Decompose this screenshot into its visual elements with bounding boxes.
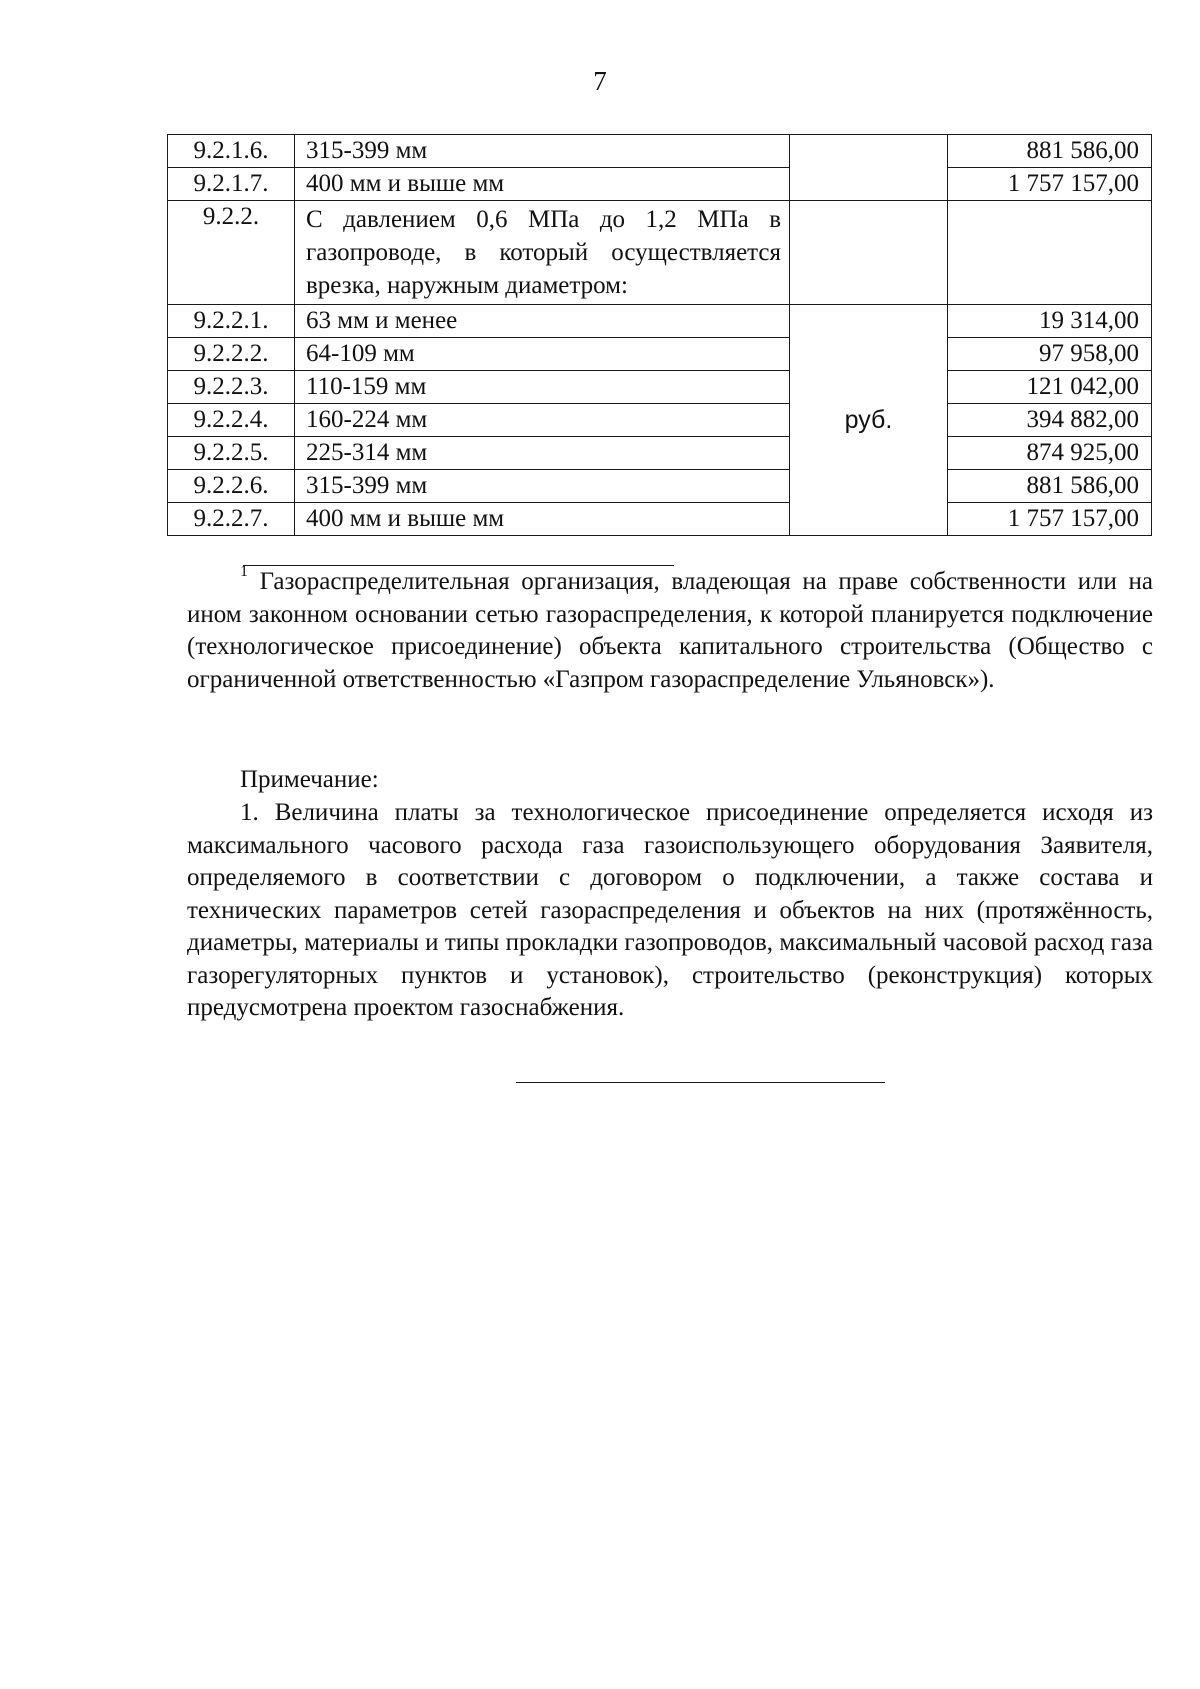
footnote xyxy=(187,562,1154,696)
table-row xyxy=(168,503,1152,536)
row-description: 110-159 мм xyxy=(295,371,790,404)
table-row xyxy=(168,135,1152,168)
row-number: 9.2.2.1. xyxy=(168,305,295,338)
row-price: 19 314,00 xyxy=(948,305,1152,338)
tariff-table xyxy=(167,134,1152,536)
row-price: 1 757 157,00 xyxy=(948,168,1152,201)
table-row xyxy=(168,305,1152,338)
row-number: 9.2.2.7. xyxy=(168,503,295,536)
row-description: 160-224 мм xyxy=(295,404,790,437)
row-number: 9.2.2.6. xyxy=(168,470,295,503)
table-row xyxy=(168,201,1152,305)
note-title: Примечание: xyxy=(240,766,379,793)
table-row xyxy=(168,470,1152,503)
page-number: 7 xyxy=(593,66,607,96)
unit-cell xyxy=(790,201,948,305)
row-number: 9.2.2.5. xyxy=(168,437,295,470)
row-description: 64-109 мм xyxy=(295,338,790,371)
row-price: 1 757 157,00 xyxy=(948,503,1152,536)
row-price: 881 586,00 xyxy=(948,135,1152,168)
row-price: 97 958,00 xyxy=(948,338,1152,371)
row-price: 881 586,00 xyxy=(948,470,1152,503)
row-description: 225-314 мм xyxy=(295,437,790,470)
row-number: 9.2.1.7. xyxy=(168,168,295,201)
row-description: 315-399 мм xyxy=(295,470,790,503)
row-price: 121 042,00 xyxy=(948,371,1152,404)
unit-label: руб. xyxy=(790,305,948,536)
row-description: 315-399 мм xyxy=(295,135,790,168)
table-row xyxy=(168,168,1152,201)
table-row xyxy=(168,437,1152,470)
table-row xyxy=(168,404,1152,437)
row-description: 63 мм и менее xyxy=(295,305,790,338)
end-of-document-line xyxy=(516,1082,885,1083)
row-price: 394 882,00 xyxy=(948,404,1152,437)
row-number: 9.2.1.6. xyxy=(168,135,295,168)
row-description: С давлением 0,6 МПа до 1,2 МПа в газопроводе, в который осуществляется врезка, наружным диаметром: xyxy=(295,201,790,305)
table-row xyxy=(168,338,1152,371)
row-number: 9.2.2.2. xyxy=(168,338,295,371)
row-description: 400 мм и выше мм xyxy=(295,168,790,201)
row-description: 400 мм и выше мм xyxy=(295,503,790,536)
footnote-text: Газораспределительная организация, владеющая на праве собственности или на ином законном основании сетью газораспределения, к которой планируется подключение (технологическое присоединение) объекта капитального строительства (Общество с ограниченной ответственностью «Газпром газораспределение Ульяновск»). xyxy=(187,568,1154,693)
row-number: 9.2.2.4. xyxy=(168,404,295,437)
footnote-marker: 1 xyxy=(240,562,248,580)
table-row xyxy=(168,371,1152,404)
row-number: 9.2.2.3. xyxy=(168,371,295,404)
note-item: 1. Величина платы за технологическое присоединение определяется исходя из максимального часового расхода газа газоиспользующего оборудования Заявителя, определяемого в соответствии с договором о подключении, а также состава и технических параметров сетей газораспределения и объектов на них (протяжённость, диаметры, материалы и типы прокладки газопроводов, максимальный часовой расход газа газорегуляторных пунктов и установок), строительство (реконструкция) которых предусмотрена проектом газоснабжения. xyxy=(187,799,1153,1021)
row-price: 874 925,00 xyxy=(948,437,1152,470)
row-price xyxy=(948,201,1152,305)
row-number: 9.2.2. xyxy=(168,201,295,305)
unit-cell xyxy=(790,135,948,201)
